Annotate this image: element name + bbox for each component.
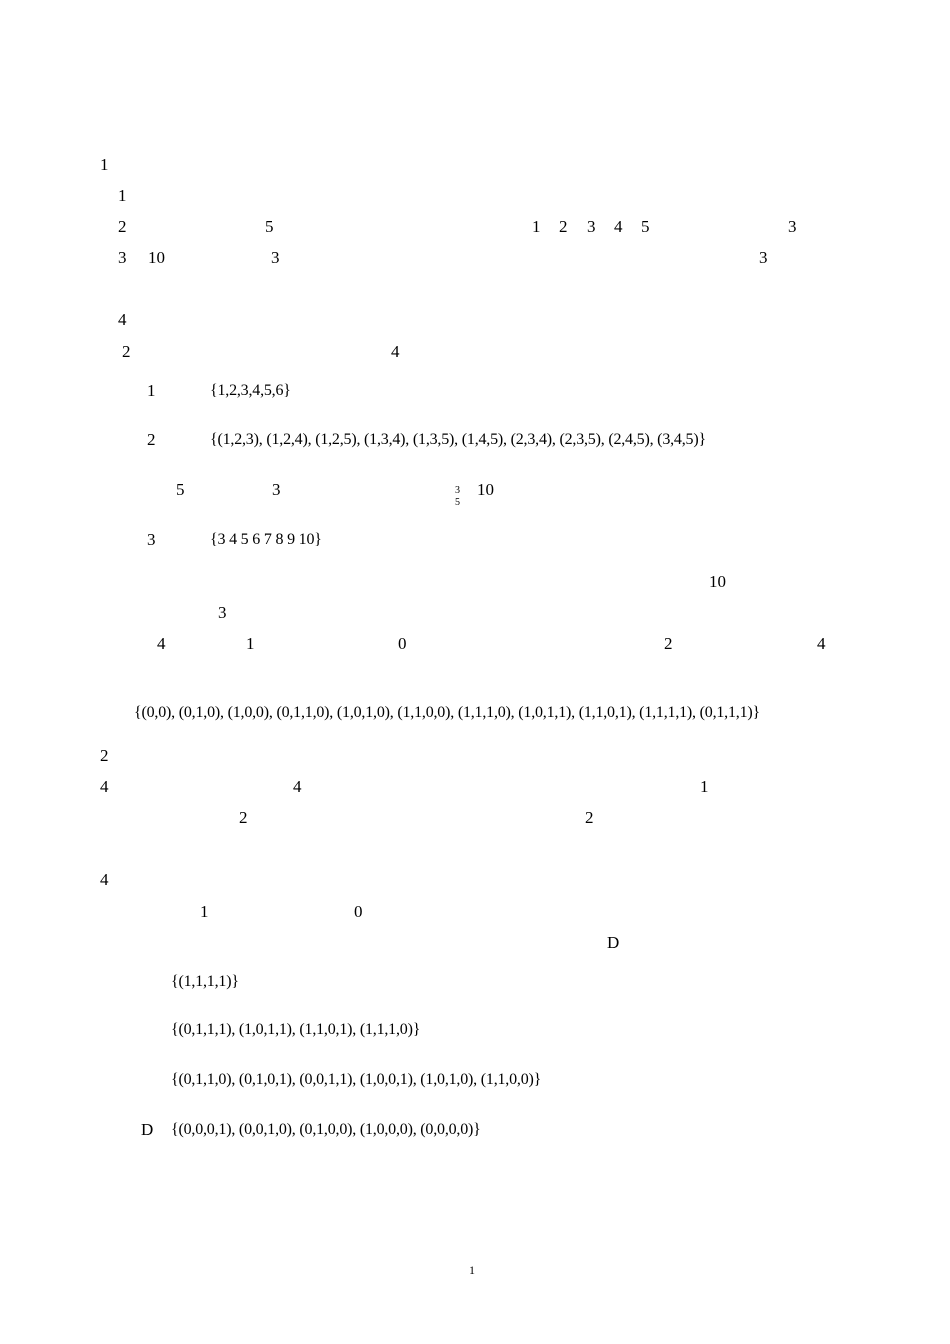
sample-space-set: {(0,0), (0,1,0), (1,0,0), (0,1,1,0), (1,0,1,0), (1,1,0,0), (1,1,1,0), (1,0,1,1), (1,1,0,1), (1,1,1,1), (0,1,1,1)} bbox=[134, 704, 760, 721]
number-text: 0 bbox=[398, 634, 407, 653]
item-number: 4 bbox=[118, 310, 127, 329]
number-text: 2 bbox=[239, 808, 248, 827]
section-number: 1 bbox=[100, 155, 109, 174]
number-text: 3 bbox=[218, 603, 227, 622]
sample-space-set: {(1,2,3), (1,2,4), (1,2,5), (1,3,4), (1,3,5), (1,4,5), (2,3,4), (2,3,5), (2,4,5), (3,4,5)} bbox=[210, 431, 706, 448]
number-text: 5 bbox=[176, 480, 185, 499]
number-text: 4 bbox=[614, 217, 623, 236]
sub-item-number: 4 bbox=[157, 634, 166, 653]
number-text: 1 bbox=[700, 777, 709, 796]
section-number: 2 bbox=[100, 746, 109, 765]
number-text: 3 bbox=[759, 248, 768, 267]
event-set: {(1,1,1,1)} bbox=[171, 973, 239, 990]
number-text: 10 bbox=[477, 480, 494, 499]
number-text: 4 bbox=[391, 342, 400, 361]
number-text: 3 bbox=[788, 217, 797, 236]
number-text: 1 bbox=[200, 902, 209, 921]
number-text: 5 bbox=[641, 217, 650, 236]
sample-space-set: {1,2,3,4,5,6} bbox=[210, 382, 291, 399]
event-label: D bbox=[607, 933, 620, 952]
sub-item-number: 1 bbox=[147, 381, 156, 400]
number-text: 0 bbox=[354, 902, 363, 921]
event-set: {(0,0,0,1), (0,0,1,0), (0,1,0,0), (1,0,0,0), (0,0,0,0)} bbox=[171, 1121, 481, 1138]
number-text: 4 bbox=[293, 777, 302, 796]
sub-item-number: 3 bbox=[147, 530, 156, 549]
page-number: 1 bbox=[469, 1263, 475, 1277]
number-text: 2 bbox=[585, 808, 594, 827]
combination-subscript: 5 bbox=[455, 497, 460, 508]
item-number: 3 bbox=[118, 248, 127, 267]
item-number: 2 bbox=[118, 217, 127, 236]
number-text: 3 bbox=[272, 480, 281, 499]
combination-superscript: 3 bbox=[455, 485, 460, 496]
sub-item-number: 2 bbox=[147, 430, 156, 449]
event-label: D bbox=[141, 1120, 154, 1139]
number-text: 3 bbox=[271, 248, 280, 267]
item-number: 1 bbox=[118, 186, 127, 205]
event-set: {(0,1,1,1), (1,0,1,1), (1,1,0,1), (1,1,1,0)} bbox=[171, 1021, 421, 1038]
number-text: 5 bbox=[265, 217, 274, 236]
number-text: 4 bbox=[817, 634, 826, 653]
number-text: 1 bbox=[246, 634, 255, 653]
sample-space-set: {3 4 5 6 7 8 9 10} bbox=[210, 531, 322, 548]
item-number: 2 bbox=[122, 342, 131, 361]
number-text: 3 bbox=[587, 217, 596, 236]
number-text: 10 bbox=[148, 248, 165, 267]
item-number: 4 bbox=[100, 870, 109, 889]
number-text: 1 bbox=[532, 217, 541, 236]
event-set: {(0,1,1,0), (0,1,0,1), (0,0,1,1), (1,0,0,1), (1,0,1,0), (1,1,0,0)} bbox=[171, 1071, 542, 1088]
number-text: 4 bbox=[100, 777, 109, 796]
number-text: 2 bbox=[664, 634, 673, 653]
number-text: 2 bbox=[559, 217, 568, 236]
number-text: 10 bbox=[709, 572, 726, 591]
